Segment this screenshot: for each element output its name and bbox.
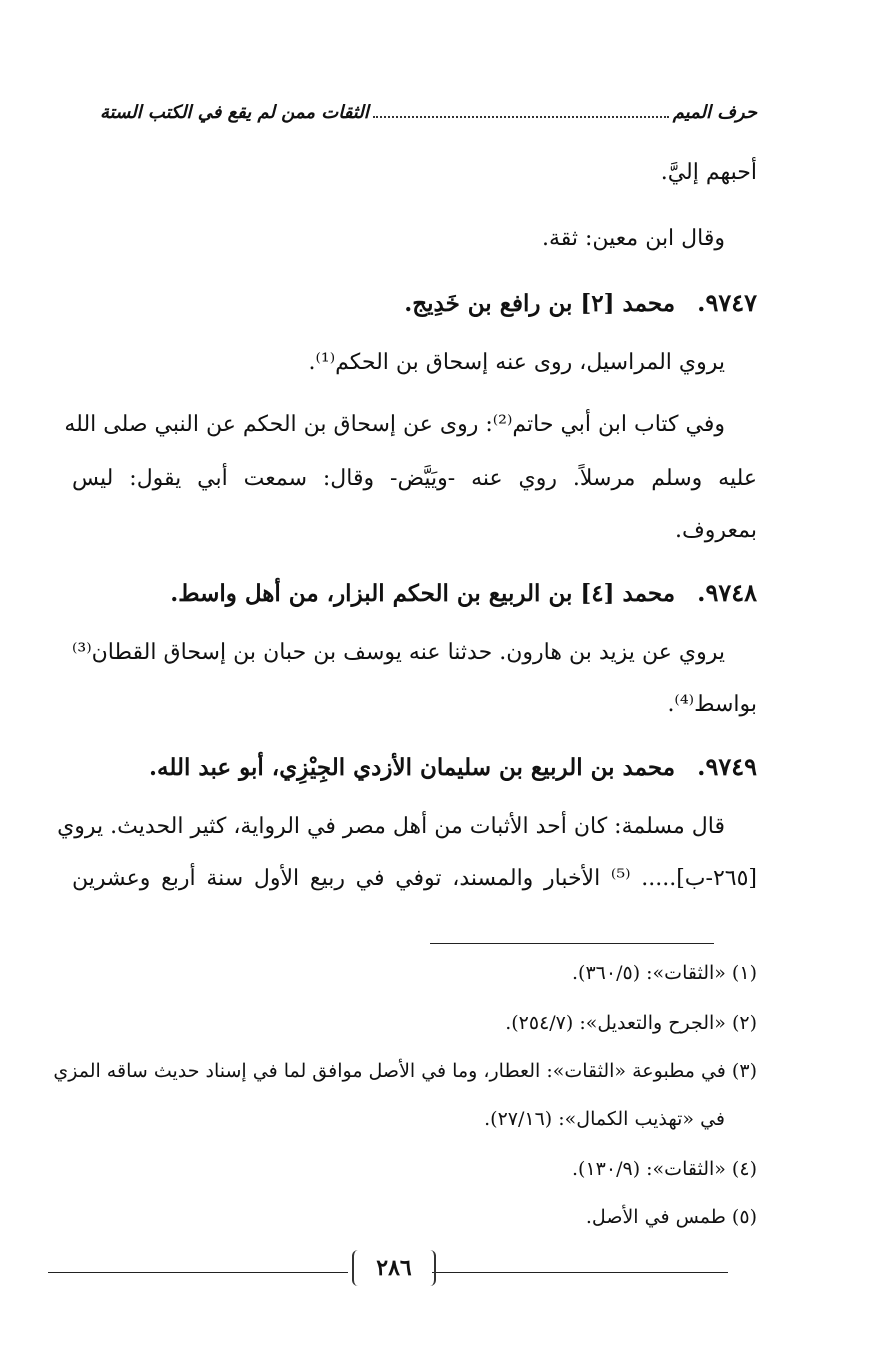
body-line: وقال ابن معين: ثقة. [541,226,725,251]
body-line: [٢٦٥-ب]..... ⁽⁵⁾ الأخبار والمسند، توفي في ربيع الأول سنة أربع وعشرين [72,866,757,891]
entry-title: محمد [٤] بن الربيع بن الحكم البزار، من أهل واسط. [170,580,676,607]
entry-title: محمد [٢] بن رافع بن خَدِيج. [404,290,676,317]
header-chapter: حرف الميم [672,101,757,123]
footnote-4: (٤) «الثقات»: (١٣٠/٩). [572,1158,757,1180]
footer-rule-right [432,1272,728,1273]
entry-number: ٩٧٤٧. [697,288,757,317]
footnote-3-continued: في «تهذيب الكمال»: (٢٧/١٦). [484,1108,725,1130]
entry-number: ٩٧٤٩. [697,752,757,781]
footnote-2: (٢) «الجرح والتعديل»: (٢٥٤/٧). [505,1012,757,1034]
footnote-1: (١) «الثقات»: (٣٦٠/٥). [572,962,757,984]
body-line: وفي كتاب ابن أبي حاتم⁽²⁾: روى عن إسحاق بن الحكم عن النبي صلى الله [64,412,725,437]
body-line: بواسط⁽⁴⁾. [667,692,757,717]
entry-heading-9749 [72,752,757,781]
entry-number: ٩٧٤٨. [697,578,757,607]
footnote-divider [430,943,714,944]
body-line: عليه وسلم مرسلاً. روي عنه -ويَيَّض- وقال: سمعت أبي يقول: ليس [72,466,757,491]
body-line: يروي المراسيل، روى عنه إسحاق بن الحكم⁽¹⁾. [308,350,725,375]
footnote-3: (٣) في مطبوعة «الثقات»: العطار، وما في الأصل موافق لما في إسناد حديث ساقه المزي [53,1060,757,1082]
body-line: بمعروف. [674,518,757,543]
body-line: قال مسلمة: كان أحد الأثبات من أهل مصر في الرواية، كثير الحديث. يروي [57,814,725,839]
entry-heading-9747 [72,288,757,317]
entry-title: محمد بن الربيع بن سليمان الأزدي الجِيْزِي، أبو عبد الله. [149,754,676,781]
footnote-5: (٥) طمس في الأصل. [585,1206,757,1228]
body-line: يروي عن يزيد بن هارون. حدثنا عنه يوسف بن حبان بن إسحاق القطان⁽³⁾ [72,640,725,665]
header-dot-leader [373,106,669,118]
footer-rule-left [48,1272,348,1273]
header-book-title: الثقات ممن لم يقع في الكتب الستة [100,101,369,123]
page-number: ٢٨٦ [352,1250,436,1286]
running-header [100,96,757,128]
body-line: أحبهم إليَّ. [660,160,757,185]
entry-heading-9748 [72,578,757,607]
